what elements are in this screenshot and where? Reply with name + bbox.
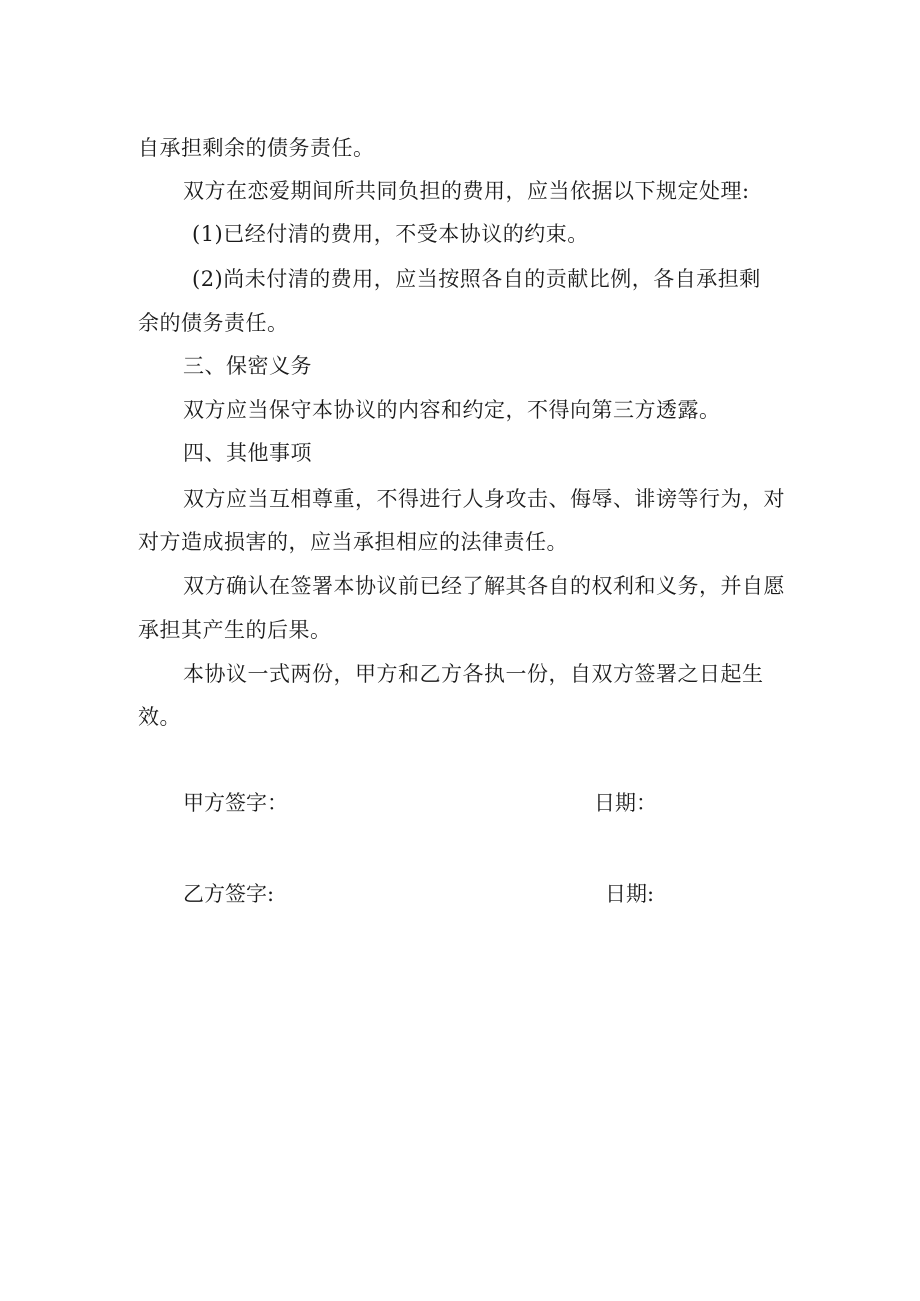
paragraph-line: 双方在恋爱期间所共同负担的费用，应当依据以下规定处理: bbox=[183, 179, 750, 203]
list-item: (2)尚未付清的费用，应当按照各自的贡献比例，各自承担剩 bbox=[192, 267, 761, 291]
paragraph-line: 对方造成损害的，应当承担相应的法律责任。 bbox=[138, 530, 568, 554]
paragraph-line: 效。 bbox=[138, 705, 181, 729]
paragraph-line: 余的债务责任。 bbox=[138, 311, 289, 335]
paragraph-line: 双方确认在签署本协议前已经了解其各自的权利和义务，并自愿 bbox=[183, 574, 785, 598]
paragraph-line: 双方应当保守本协议的内容和约定，不得向第三方透露。 bbox=[183, 398, 721, 422]
party-a-date-label: 日期： bbox=[594, 791, 657, 815]
paragraph-line: 承担其产生的后果。 bbox=[138, 618, 332, 642]
paragraph-line: 双方应当互相尊重，不得进行人身攻击、侮辱、诽谤等行为，对 bbox=[183, 487, 785, 511]
section-heading: 三、保密义务 bbox=[183, 354, 312, 378]
section-heading: 四、其他事项 bbox=[183, 441, 312, 465]
party-a-signature-label: 甲方签字： bbox=[183, 791, 288, 815]
paragraph-line: 自承担剩余的债务责任。 bbox=[138, 136, 375, 160]
list-item: (1)已经付清的费用，不受本协议的约束。 bbox=[192, 222, 589, 246]
paragraph-line: 本协议一式两份，甲方和乙方各执一份，自双方签署之日起生 bbox=[183, 662, 764, 686]
party-b-signature-label: 乙方签字: bbox=[183, 882, 275, 906]
party-b-date-label: 日期: bbox=[605, 882, 655, 906]
